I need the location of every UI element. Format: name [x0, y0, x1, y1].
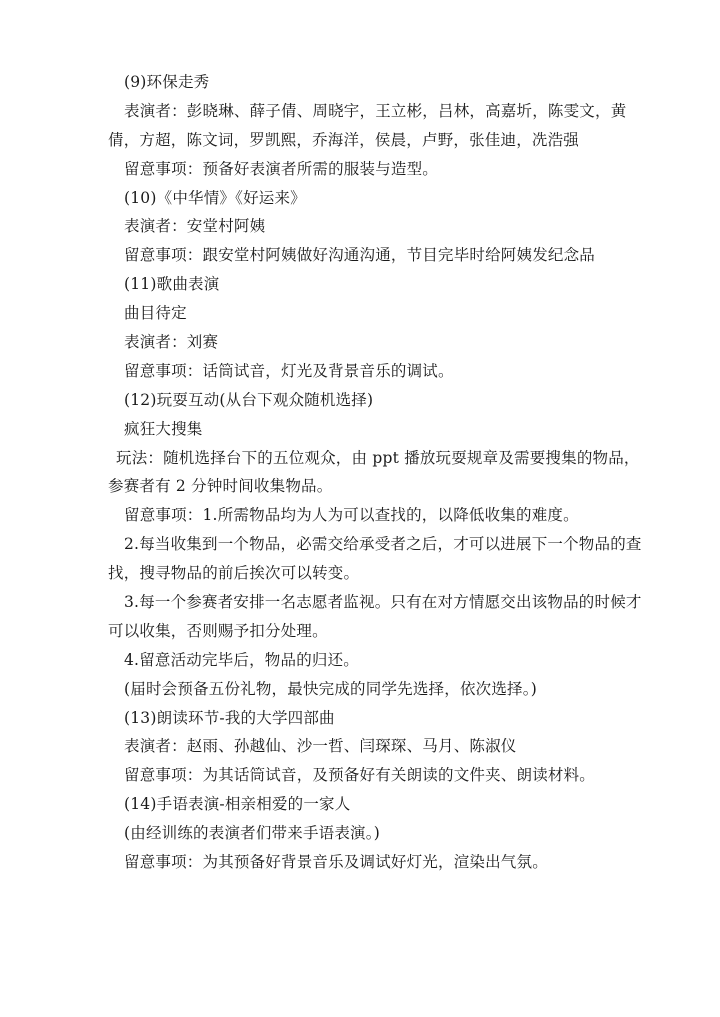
section-10-notes: 留意事项：跟安堂村阿姨做好沟通沟通，节目完毕时给阿姨发纪念品 — [124, 246, 596, 265]
section-12-notes-3: 3.每一个参赛者安排一名志愿者监视。只有在对方情愿交出该物品的时候才 — [124, 593, 642, 612]
section-9-heading: (9)环保走秀 — [124, 73, 210, 91]
section-12-notes-4: 4.留意活动完毕后，物品的归还。 — [124, 650, 359, 669]
section-10-performers: 表演者：安堂村阿姨 — [124, 217, 266, 236]
section-14-description: (由经训练的表演者们带来手语表演。) — [124, 824, 380, 843]
section-9-performers-cont: 倩，方超，陈文词，罗凯熙，乔海洋，侯晨，卢野，张佳迪，冼浩强 — [108, 130, 580, 149]
section-13-heading: (13)朗读环节-我的大学四部曲 — [124, 708, 335, 727]
section-11-notes: 留意事项：话筒试音，灯光及背景音乐的调试。 — [124, 361, 454, 380]
section-14-heading: (14)手语表演-相亲相爱的一家人 — [124, 795, 351, 814]
section-9-notes: 留意事项：预备好表演者所需的服装与造型。 — [124, 159, 439, 178]
section-12-notes-2-cont: 找，搜寻物品的前后挨次可以转变。 — [108, 564, 360, 583]
section-14-notes: 留意事项：为其预备好背景音乐及调试好灯光，渲染出气氛。 — [124, 853, 548, 872]
section-12-rules: 玩法：随机选择台下的五位观众，由 ppt 播放玩耍规章及需要搜集的物品， — [116, 448, 640, 467]
section-11-song: 曲目待定 — [124, 304, 187, 323]
section-10-heading: (10)《中华情》《好运来》 — [124, 188, 306, 207]
section-11-performers: 表演者：刘赛 — [124, 333, 219, 352]
section-12-notes-2: 2.每当收集到一个物品，必需交给承受者之后，才可以进展下一个物品的查 — [124, 535, 642, 554]
document-page — [0, 72, 720, 881]
section-13-notes: 留意事项：为其话筒试音，及预备好有关朗读的文件夹、朗读材料。 — [124, 766, 596, 785]
section-12-rules-cont: 参赛者有 2 分钟时间收集物品。 — [108, 477, 333, 496]
section-12-gift-note: (届时会预备五份礼物，最快完成的同学先选择，依次选择。) — [124, 679, 537, 698]
section-12-game-name: 疯狂大搜集 — [124, 419, 203, 438]
section-12-notes-3-cont: 可以收集，否则赐予扣分处理。 — [108, 621, 328, 640]
section-13-performers: 表演者：赵雨、孙越仙、沙一哲、闫琛琛、马月、陈淑仪 — [124, 737, 517, 756]
section-11-heading: (11)歌曲表演 — [124, 275, 220, 294]
section-12-heading: (12)玩耍互动(从台下观众随机选择) — [124, 390, 374, 409]
section-12-notes-1: 留意事项：1.所需物品均为人为可以查找的，以降低收集的难度。 — [124, 506, 579, 525]
section-9-performers: 表演者：彭晓琳、薛子倩、周晓宇，王立彬，吕林，高嘉圻，陈雯文，黄 — [124, 101, 627, 120]
